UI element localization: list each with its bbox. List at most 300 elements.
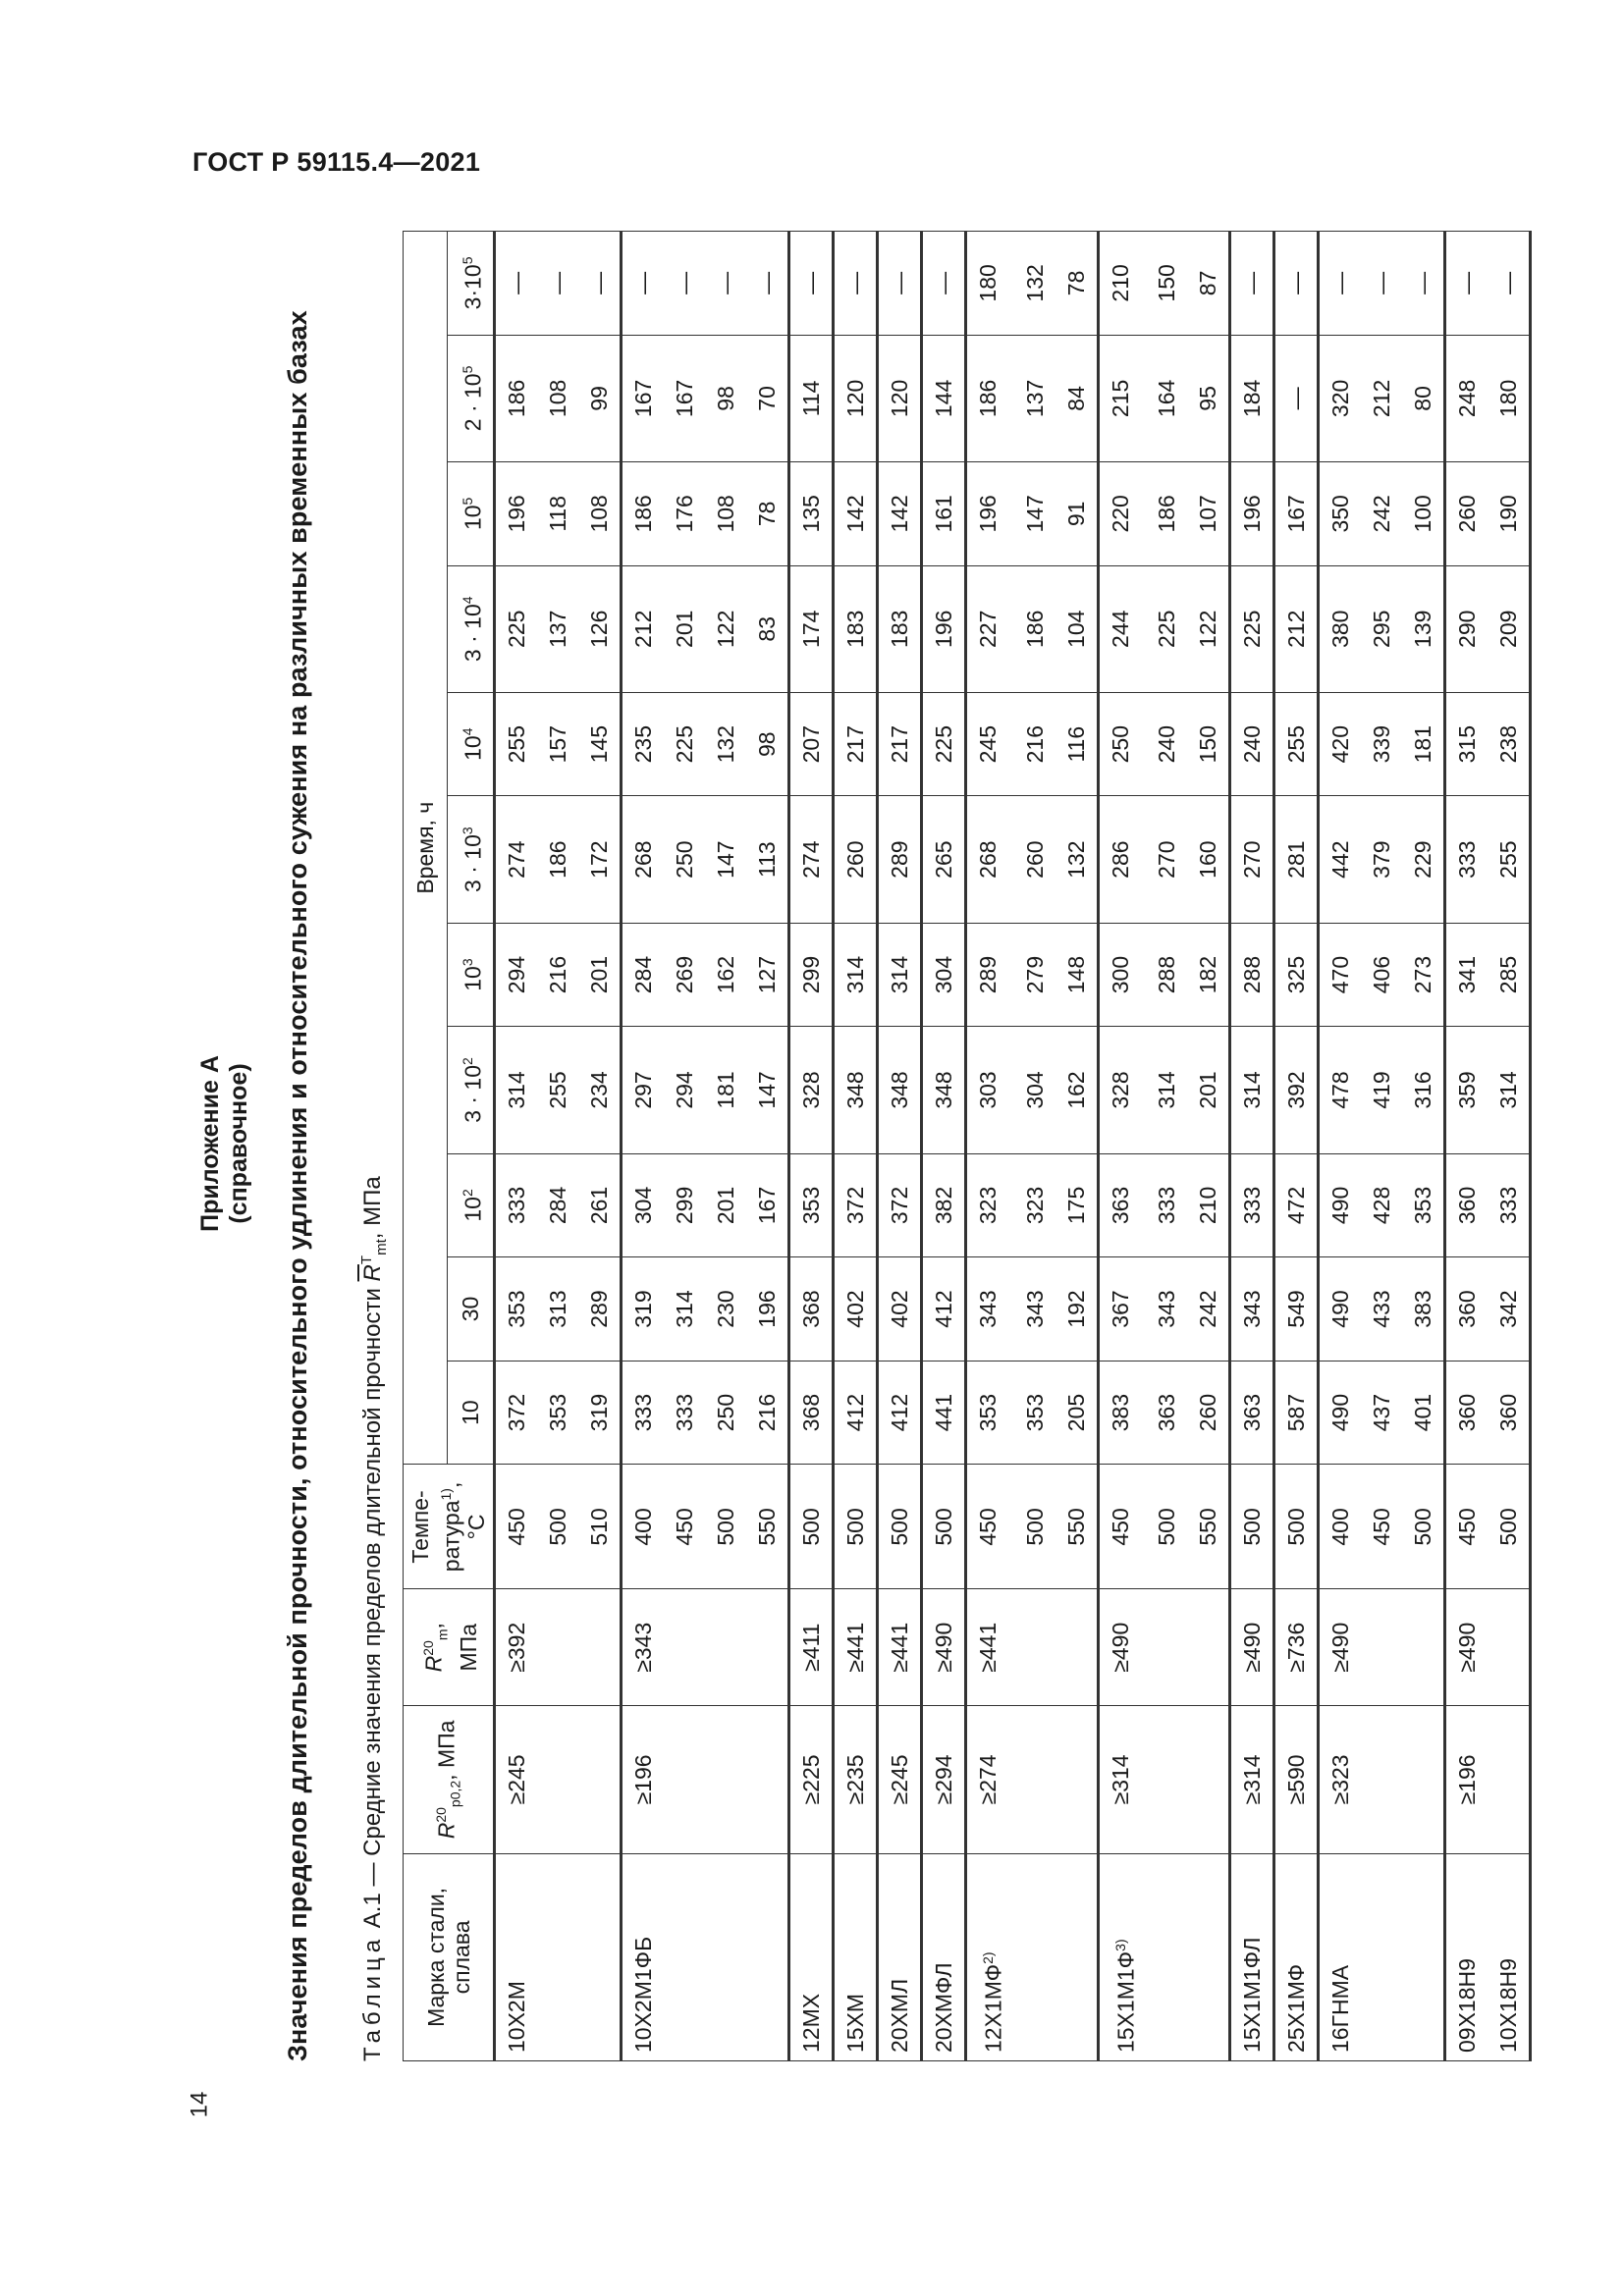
cell-rp <box>537 1706 578 1854</box>
cell-value: 360 <box>1488 1361 1531 1465</box>
cell-value: 240 <box>1230 692 1274 796</box>
cell-temp: 450 <box>966 1465 1014 1589</box>
cell-value: 104 <box>1056 565 1099 692</box>
cell-value: 196 <box>966 462 1014 566</box>
caption-prefix: Таблица <box>359 1934 386 2061</box>
cell-value: 99 <box>578 335 622 461</box>
cell-value: 250 <box>664 796 705 923</box>
cell-grade <box>1187 1853 1230 2060</box>
cell-value: 216 <box>537 923 578 1027</box>
cell-value: 164 <box>1146 335 1187 461</box>
cell-temp: 500 <box>1146 1465 1187 1589</box>
cell-rp: ≥245 <box>878 1706 922 1854</box>
cell-value: 225 <box>495 565 538 692</box>
table-row <box>495 232 538 2061</box>
cell-value: 353 <box>495 1257 538 1362</box>
cell-value: 212 <box>1274 565 1319 692</box>
cell-value: — <box>537 232 578 336</box>
document-header: ГОСТ Р 59115.4—2021 <box>192 147 481 177</box>
cell-rm <box>578 1589 622 1706</box>
cell-value: 333 <box>1230 1153 1274 1257</box>
cell-value: 116 <box>1056 692 1099 796</box>
table-row <box>578 232 622 2061</box>
col-time-8: $10^5$ <box>448 462 495 566</box>
cell-value: 229 <box>1402 796 1445 923</box>
cell-value: 323 <box>966 1153 1014 1257</box>
table-head <box>404 232 495 2061</box>
cell-value: 368 <box>789 1361 834 1465</box>
cell-value: 245 <box>966 692 1014 796</box>
table-row <box>705 232 746 2061</box>
cell-value: 212 <box>1361 335 1402 461</box>
cell-value: 137 <box>1014 335 1056 461</box>
cell-value: 230 <box>705 1257 746 1362</box>
cell-rm: ≥490 <box>1319 1589 1362 1706</box>
cell-value: 174 <box>789 565 834 692</box>
cell-value: 190 <box>1488 462 1531 566</box>
cell-value: — <box>622 232 665 336</box>
cell-rm: ≥490 <box>922 1589 966 1706</box>
cell-temp: 400 <box>622 1465 665 1589</box>
cell-value: 255 <box>1488 796 1531 923</box>
cell-value: 279 <box>1014 923 1056 1027</box>
cell-value: 108 <box>578 462 622 566</box>
cell-value: 113 <box>746 796 789 923</box>
cell-value: 392 <box>1274 1027 1319 1153</box>
cell-value: 363 <box>1230 1361 1274 1465</box>
table-row <box>1319 232 1362 2061</box>
cell-grade <box>578 1853 622 2060</box>
cell-rp <box>1402 1706 1445 1854</box>
cell-temp: 550 <box>1187 1465 1230 1589</box>
cell-value: 212 <box>622 565 665 692</box>
cell-rm <box>537 1589 578 1706</box>
cell-value: 216 <box>1014 692 1056 796</box>
cell-value: 196 <box>922 565 966 692</box>
cell-grade: 15ХМ <box>834 1853 878 2060</box>
cell-value: — <box>1445 232 1489 336</box>
cell-value: 209 <box>1488 565 1531 692</box>
cell-rm: ≥490 <box>1098 1589 1146 1706</box>
cell-value: 220 <box>1098 462 1146 566</box>
cell-value: 217 <box>878 692 922 796</box>
cell-value: 186 <box>622 462 665 566</box>
cell-value: 320 <box>1319 335 1362 461</box>
cell-value: 234 <box>578 1027 622 1153</box>
cell-value: — <box>878 232 922 336</box>
cell-value: 183 <box>878 565 922 692</box>
cell-value: 242 <box>1187 1257 1230 1362</box>
cell-value: 120 <box>878 335 922 461</box>
cell-grade: 10Х18Н9 <box>1488 1853 1531 2060</box>
col-time-9: $2 \cdot 10^5$ <box>448 335 495 461</box>
cell-rp: ≥314 <box>1230 1706 1274 1854</box>
cell-grade: 15Х1М1ФЛ <box>1230 1853 1274 2060</box>
cell-value: 270 <box>1146 796 1187 923</box>
cell-value: 412 <box>878 1361 922 1465</box>
col-time-10: $3\cdot 10^5$ <box>448 232 495 336</box>
cell-value: — <box>495 232 538 336</box>
cell-rp <box>705 1706 746 1854</box>
cell-value: 87 <box>1187 232 1230 336</box>
cell-value: 157 <box>537 692 578 796</box>
cell-value: 227 <box>966 565 1014 692</box>
cell-grade: 09Х18Н9 <box>1445 1853 1489 2060</box>
col-temp: Темпе- ратура$^{1)}$, °С <box>404 1465 495 1589</box>
cell-value: 135 <box>789 462 834 566</box>
cell-grade <box>1056 1853 1099 2060</box>
cell-rm: ≥343 <box>622 1589 665 1706</box>
cell-value: 167 <box>622 335 665 461</box>
cell-value: 328 <box>1098 1027 1146 1153</box>
cell-value: 379 <box>1361 796 1402 923</box>
cell-value: 186 <box>537 796 578 923</box>
cell-value: 180 <box>1488 335 1531 461</box>
cell-rm <box>1488 1589 1531 1706</box>
table-row <box>789 232 834 2061</box>
cell-rm <box>746 1589 789 1706</box>
cell-value: 180 <box>966 232 1014 336</box>
cell-value: 420 <box>1319 692 1362 796</box>
cell-rm <box>1402 1589 1445 1706</box>
table-row <box>1098 232 1146 2061</box>
cell-value: 118 <box>537 462 578 566</box>
cell-value: 201 <box>1187 1027 1230 1153</box>
cell-value: 323 <box>1014 1153 1056 1257</box>
cell-value: — <box>578 232 622 336</box>
cell-value: 261 <box>578 1153 622 1257</box>
cell-value: 91 <box>1056 462 1099 566</box>
cell-value: 333 <box>1488 1153 1531 1257</box>
cell-value: 147 <box>1014 462 1056 566</box>
cell-value: 270 <box>1230 796 1274 923</box>
cell-value: 490 <box>1319 1361 1362 1465</box>
cell-value: 167 <box>664 335 705 461</box>
col-time-3: $3 \cdot 10^2$ <box>448 1027 495 1153</box>
cell-value: 162 <box>705 923 746 1027</box>
cell-value: 250 <box>1098 692 1146 796</box>
cell-temp: 500 <box>1014 1465 1056 1589</box>
cell-rp <box>1056 1706 1099 1854</box>
cell-value: 225 <box>664 692 705 796</box>
table-row <box>834 232 878 2061</box>
cell-temp: 450 <box>495 1465 538 1589</box>
table-row <box>622 232 665 2061</box>
cell-value: 359 <box>1445 1027 1489 1153</box>
cell-value: 207 <box>789 692 834 796</box>
table-row <box>1445 232 1489 2061</box>
cell-value: 196 <box>495 462 538 566</box>
cell-temp: 450 <box>1361 1465 1402 1589</box>
cell-rp: ≥225 <box>789 1706 834 1854</box>
cell-value: 235 <box>622 692 665 796</box>
cell-value: 181 <box>705 1027 746 1153</box>
table-row <box>1187 232 1230 2061</box>
cell-value: 273 <box>1402 923 1445 1027</box>
cell-value: 333 <box>622 1361 665 1465</box>
table-row <box>966 232 1014 2061</box>
cell-value: — <box>834 232 878 336</box>
table-row <box>1402 232 1445 2061</box>
cell-value: 274 <box>789 796 834 923</box>
table-row <box>878 232 922 2061</box>
cell-value: 314 <box>1488 1027 1531 1153</box>
cell-value: 383 <box>1098 1361 1146 1465</box>
cell-value: 269 <box>664 923 705 1027</box>
cell-value: 80 <box>1402 335 1445 461</box>
cell-value: — <box>1274 335 1319 461</box>
col-time-0: 10 <box>448 1361 495 1465</box>
table-row <box>1230 232 1274 2061</box>
cell-value: 294 <box>664 1027 705 1153</box>
cell-rp <box>1187 1706 1230 1854</box>
cell-value: 114 <box>789 335 834 461</box>
cell-value: 205 <box>1056 1361 1099 1465</box>
col-time-7: $3 \cdot 10^4$ <box>448 565 495 692</box>
cell-grade: 16ГНМА <box>1319 1853 1362 2060</box>
col-time-4: $10^3$ <box>448 923 495 1027</box>
cell-value: 84 <box>1056 335 1099 461</box>
cell-grade: $15Х1М1Ф^{3)}$ <box>1098 1853 1146 2060</box>
cell-grade: 12Х1МФ$^{2)}$ <box>966 1853 1014 2060</box>
cell-value: — <box>1402 232 1445 336</box>
cell-value: 132 <box>1014 232 1056 336</box>
cell-value: — <box>1230 232 1274 336</box>
cell-value: 145 <box>578 692 622 796</box>
col-rm: $R^{20}_m$, МПа <box>404 1589 495 1706</box>
cell-value: 201 <box>578 923 622 1027</box>
cell-temp: 500 <box>1230 1465 1274 1589</box>
cell-value: 250 <box>705 1361 746 1465</box>
cell-value: 286 <box>1098 796 1146 923</box>
cell-value: 137 <box>537 565 578 692</box>
cell-value: 290 <box>1445 565 1489 692</box>
cell-value: 341 <box>1445 923 1489 1027</box>
cell-value: — <box>664 232 705 336</box>
cell-temp: 500 <box>789 1465 834 1589</box>
cell-value: 315 <box>1445 692 1489 796</box>
cell-value: 343 <box>1146 1257 1187 1362</box>
cell-grade <box>1361 1853 1402 2060</box>
table-row <box>1488 232 1531 2061</box>
cell-value: 108 <box>537 335 578 461</box>
cell-value: 175 <box>1056 1153 1099 1257</box>
cell-value: 100 <box>1402 462 1445 566</box>
cell-temp: 500 <box>1488 1465 1531 1589</box>
cell-value: 240 <box>1146 692 1187 796</box>
table-row <box>1014 232 1056 2061</box>
cell-rp: ≥235 <box>834 1706 878 1854</box>
col-grade: Марка стали, сплава <box>404 1853 495 2060</box>
cell-rm <box>1056 1589 1099 1706</box>
cell-value: 167 <box>1274 462 1319 566</box>
cell-rm <box>1361 1589 1402 1706</box>
rotated-content <box>196 226 1522 2061</box>
cell-temp: 450 <box>1445 1465 1489 1589</box>
cell-value: 210 <box>1187 1153 1230 1257</box>
cell-value: 299 <box>664 1153 705 1257</box>
cell-value: 161 <box>922 462 966 566</box>
cell-value: 316 <box>1402 1027 1445 1153</box>
cell-value: 265 <box>922 796 966 923</box>
cell-value: 210 <box>1098 232 1146 336</box>
cell-value: 348 <box>878 1027 922 1153</box>
cell-value: 303 <box>966 1027 1014 1153</box>
cell-value: 260 <box>1014 796 1056 923</box>
cell-value: 217 <box>834 692 878 796</box>
cell-value: 248 <box>1445 335 1489 461</box>
cell-rp: ≥274 <box>966 1706 1014 1854</box>
cell-grade <box>1146 1853 1187 2060</box>
cell-value: — <box>922 232 966 336</box>
cell-value: 216 <box>746 1361 789 1465</box>
caption-symbol: $\overline{R}^T_{mt}$ <box>358 1239 390 1282</box>
col-time-6: $10^4$ <box>448 692 495 796</box>
col-time: Время, ч <box>404 232 448 1465</box>
cell-grade <box>664 1853 705 2060</box>
cell-value: — <box>1319 232 1362 336</box>
cell-value: 186 <box>966 335 1014 461</box>
cell-rm <box>664 1589 705 1706</box>
cell-rm: ≥736 <box>1274 1589 1319 1706</box>
cell-value: 160 <box>1187 796 1230 923</box>
cell-value: 353 <box>537 1361 578 1465</box>
appendix-label: Приложение А <box>196 1055 224 1232</box>
cell-value: 181 <box>1402 692 1445 796</box>
cell-value: — <box>1488 232 1531 336</box>
cell-value: 127 <box>746 923 789 1027</box>
cell-value: 372 <box>495 1361 538 1465</box>
cell-value: — <box>1274 232 1319 336</box>
cell-value: 314 <box>664 1257 705 1362</box>
cell-value: 98 <box>705 335 746 461</box>
cell-value: 549 <box>1274 1257 1319 1362</box>
cell-value: 382 <box>922 1153 966 1257</box>
cell-value: 176 <box>664 462 705 566</box>
cell-value: 333 <box>1445 796 1489 923</box>
cell-value: 244 <box>1098 565 1146 692</box>
col-rp: $R^{20}_{p0,2}$, МПа <box>404 1706 495 1854</box>
cell-value: 132 <box>1056 796 1099 923</box>
table-row <box>922 232 966 2061</box>
cell-value: 225 <box>1146 565 1187 692</box>
cell-value: 348 <box>922 1027 966 1153</box>
cell-value: 300 <box>1098 923 1146 1027</box>
cell-temp: 500 <box>922 1465 966 1589</box>
cell-rp: ≥245 <box>495 1706 538 1854</box>
cell-rm: ≥441 <box>878 1589 922 1706</box>
cell-value: 182 <box>1187 923 1230 1027</box>
cell-temp: 510 <box>578 1465 622 1589</box>
caption-number: А.1 <box>359 1893 386 1929</box>
cell-grade: 20ХМЛ <box>878 1853 922 2060</box>
cell-value: 299 <box>789 923 834 1027</box>
caption-unit: , МПа <box>359 1176 386 1240</box>
cell-temp: 500 <box>537 1465 578 1589</box>
cell-value: 353 <box>1014 1361 1056 1465</box>
cell-temp: 450 <box>1098 1465 1146 1589</box>
cell-value: 70 <box>746 335 789 461</box>
strength-table <box>403 231 1532 2061</box>
cell-value: 255 <box>495 692 538 796</box>
table-caption <box>358 226 390 2061</box>
cell-value: 260 <box>1445 462 1489 566</box>
table-body <box>495 232 1531 2061</box>
cell-value: 333 <box>664 1361 705 1465</box>
cell-value: 490 <box>1319 1257 1362 1362</box>
cell-value: 314 <box>878 923 922 1027</box>
cell-value: 107 <box>1187 462 1230 566</box>
cell-value: 120 <box>834 335 878 461</box>
cell-value: 139 <box>1402 565 1445 692</box>
cell-rp: ≥294 <box>922 1706 966 1854</box>
cell-value: 288 <box>1230 923 1274 1027</box>
cell-value: 284 <box>622 923 665 1027</box>
cell-value: 184 <box>1230 335 1274 461</box>
cell-value: 288 <box>1146 923 1187 1027</box>
cell-temp: 500 <box>878 1465 922 1589</box>
cell-value: 122 <box>705 565 746 692</box>
cell-value: 196 <box>1230 462 1274 566</box>
cell-value: 186 <box>1014 565 1056 692</box>
cell-value: 360 <box>1445 1361 1489 1465</box>
cell-value: 108 <box>705 462 746 566</box>
cell-value: 167 <box>746 1153 789 1257</box>
cell-value: 201 <box>664 565 705 692</box>
cell-rp: ≥196 <box>1445 1706 1489 1854</box>
col-time-5: $3 \cdot 10^3$ <box>448 796 495 923</box>
cell-value: 333 <box>495 1153 538 1257</box>
cell-value: 412 <box>834 1361 878 1465</box>
cell-value: 225 <box>1230 565 1274 692</box>
col-time-1: 30 <box>448 1257 495 1362</box>
cell-value: 242 <box>1361 462 1402 566</box>
cell-value: 406 <box>1361 923 1402 1027</box>
cell-value: 147 <box>746 1027 789 1153</box>
cell-value: 314 <box>834 923 878 1027</box>
cell-value: 162 <box>1056 1027 1099 1153</box>
cell-temp: 550 <box>1056 1465 1099 1589</box>
cell-rp <box>746 1706 789 1854</box>
cell-value: 150 <box>1187 692 1230 796</box>
cell-value: 268 <box>622 796 665 923</box>
cell-value: 78 <box>1056 232 1099 336</box>
cell-value: 360 <box>1445 1257 1489 1362</box>
cell-value: 372 <box>834 1153 878 1257</box>
cell-value: 402 <box>878 1257 922 1362</box>
cell-value: — <box>746 232 789 336</box>
cell-temp: 400 <box>1319 1465 1362 1589</box>
cell-value: 343 <box>1014 1257 1056 1362</box>
cell-rp: ≥323 <box>1319 1706 1362 1854</box>
cell-value: 142 <box>834 462 878 566</box>
cell-value: 255 <box>537 1027 578 1153</box>
cell-value: 215 <box>1098 335 1146 461</box>
table-row <box>1146 232 1187 2061</box>
cell-rm: ≥490 <box>1445 1589 1489 1706</box>
cell-value: 360 <box>1445 1153 1489 1257</box>
cell-value: 274 <box>495 796 538 923</box>
cell-rm: ≥441 <box>834 1589 878 1706</box>
cell-value: 333 <box>1146 1153 1187 1257</box>
cell-grade: 10Х2М1ФБ <box>622 1853 665 2060</box>
cell-value: 172 <box>578 796 622 923</box>
cell-rp <box>1014 1706 1056 1854</box>
cell-value: 95 <box>1187 335 1230 461</box>
cell-value: 383 <box>1402 1257 1445 1362</box>
appendix-title: Значения пределов длительной прочности, относительного удлинения и относительного сужения на различных временных базах <box>283 310 312 2061</box>
cell-rp <box>1146 1706 1187 1854</box>
